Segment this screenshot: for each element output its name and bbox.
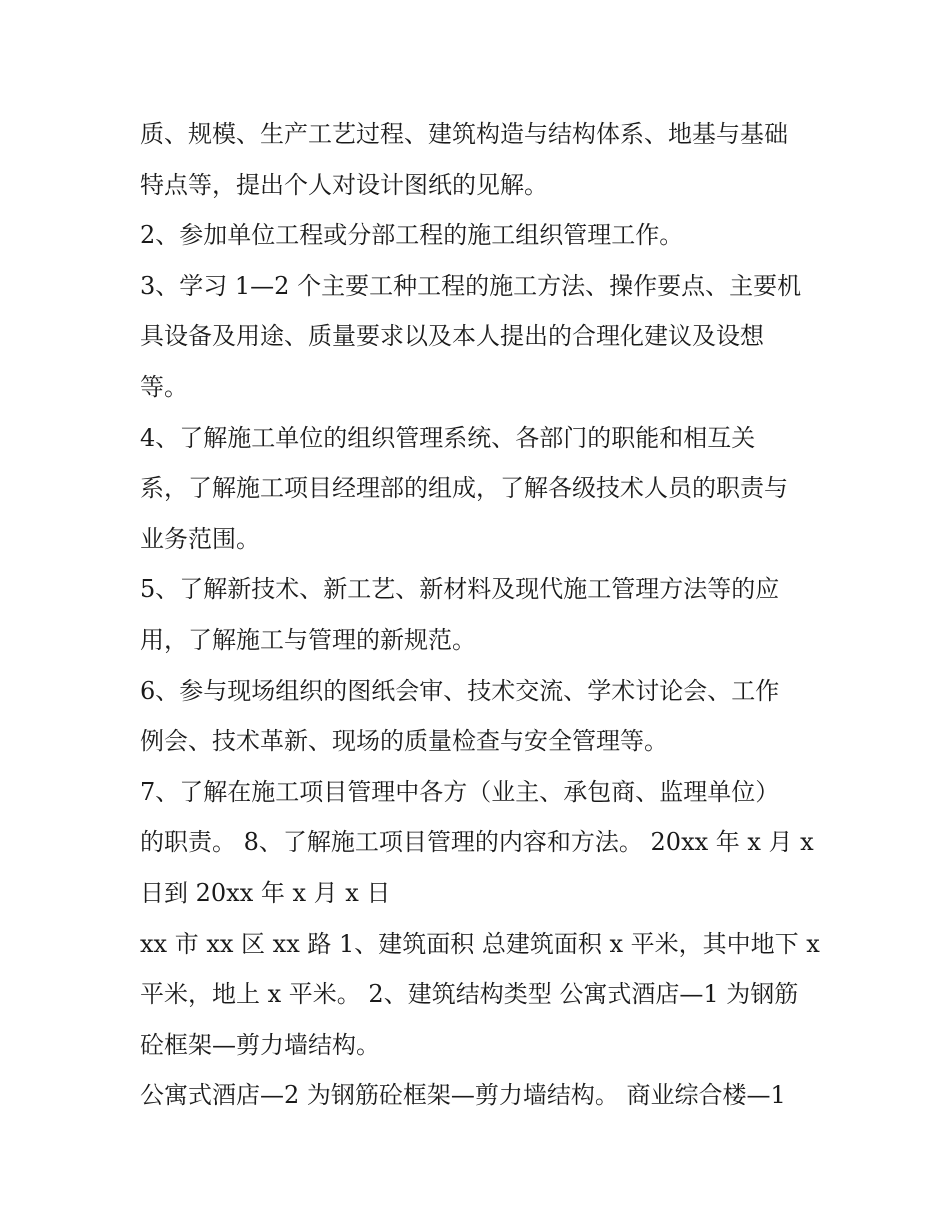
document-body xyxy=(140,109,820,1121)
text-line: 业务范围。 xyxy=(140,524,260,553)
text-line: 5、了解新技术、新工艺、新材料及现代施工管理方法等的应 xyxy=(140,575,780,604)
text-line: 平米，地上 x 平米。 2、建筑结构类型 公寓式酒店—1 为钢筋 xyxy=(140,980,799,1009)
text-line: 日到 20xx 年 x 月 x 日 xyxy=(140,878,391,907)
text-line: xx 市 xx 区 xx 路 1、建筑面积 总建筑面积 x 平米，其中地下 x xyxy=(140,929,820,958)
text-line: 特点等，提出个人对设计图纸的见解。 xyxy=(140,170,548,199)
text-line: 质、规模、生产工艺过程、建筑构造与结构体系、地基与基础 xyxy=(140,120,788,148)
text-line: 系，了解施工项目经理部的组成，了解各级技术人员的职责与 xyxy=(140,474,788,503)
text-line: 3、学习 1—2 个主要工种工程的施工方法、操作要点、主要机 xyxy=(140,271,802,300)
text-line: 4、了解施工单位的组织管理系统、各部门的职能和相互关 xyxy=(140,423,756,452)
text-line: 砼框架—剪力墙结构。 xyxy=(140,1030,380,1059)
text-line: 具设备及用途、质量要求以及本人提出的合理化建议及设想 xyxy=(140,322,764,351)
text-line: 6、参与现场组织的图纸会审、技术交流、学术讨论会、工作 xyxy=(140,676,780,705)
text-line: 例会、技术革新、现场的质量检查与安全管理等。 xyxy=(140,727,668,756)
text-line: 2、参加单位工程或分部工程的施工组织管理工作。 xyxy=(140,221,684,250)
text-line: 的职责。 8、了解施工项目管理的内容和方法。 20xx 年 x 月 x xyxy=(140,828,814,857)
text-line: 7、了解在施工项目管理中各方（业主、承包商、监理单位） xyxy=(140,777,780,806)
text-line: 等。 xyxy=(140,372,188,401)
text-line: 用，了解施工与管理的新规范。 xyxy=(140,625,476,654)
text-line: 公寓式酒店—2 为钢筋砼框架—剪力墙结构。 商业综合楼—1 xyxy=(140,1081,786,1110)
